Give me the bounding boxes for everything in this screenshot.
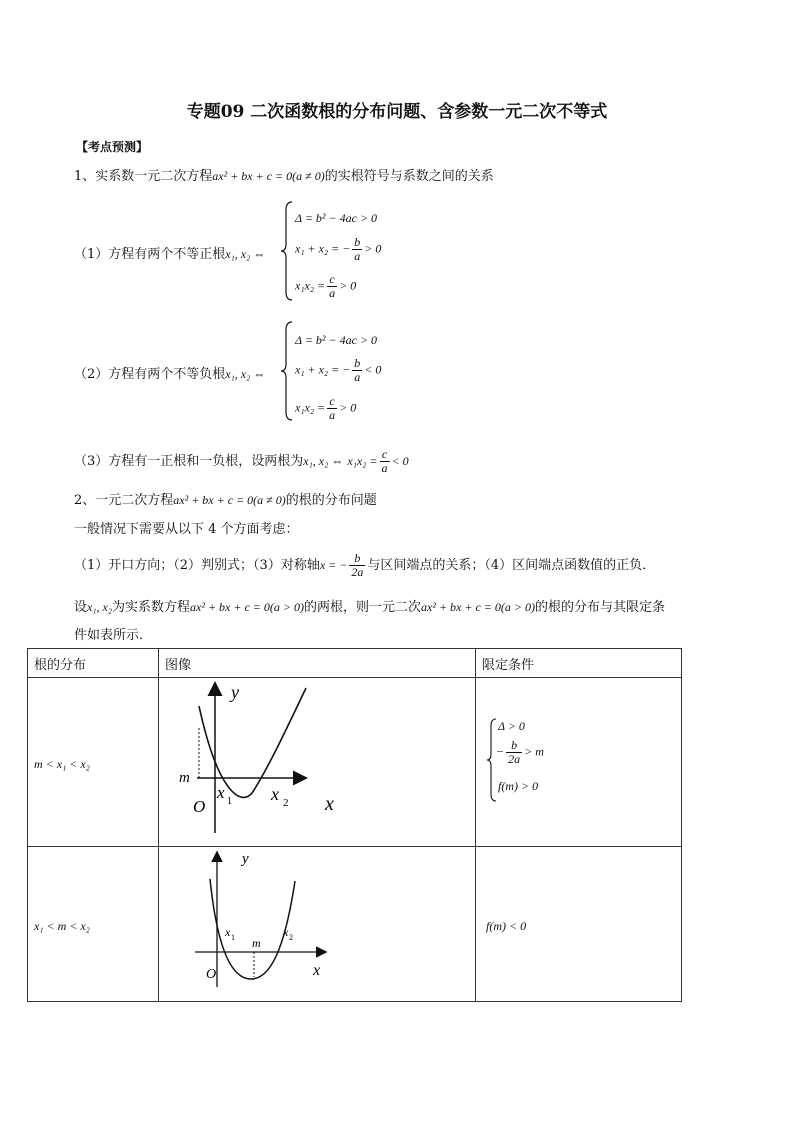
fraction xyxy=(327,273,337,300)
p4-text-b: 与区间端点的关系；（4）区间端点函数值的正负． xyxy=(367,558,656,573)
case-1-line-2-pre: x₁ + x₂ = − xyxy=(295,241,351,256)
case-1-line-3-post: > 0 xyxy=(339,278,357,293)
fraction xyxy=(380,448,390,475)
root-distribution-table xyxy=(27,648,682,1002)
p5-text-d: 的根的分布与其限定条 xyxy=(534,600,665,615)
case-1-text: （1）方程有两个不等正根 xyxy=(74,247,226,262)
fraction xyxy=(327,395,337,422)
fraction-num: c xyxy=(327,395,337,409)
case-2-line-2 xyxy=(295,357,381,384)
x2-label: x xyxy=(271,784,279,804)
row-1-graph xyxy=(159,678,476,847)
case-1-label xyxy=(74,243,265,262)
cond-pre: − xyxy=(496,744,505,759)
p2-suffix: 的根的分布问题 xyxy=(285,493,377,508)
case-2-line-2-pre: x₁ + x₂ = − xyxy=(295,362,351,377)
fraction-den: a xyxy=(329,408,336,422)
case-2-label xyxy=(74,363,265,382)
row-1-conditions xyxy=(476,678,682,847)
fraction-num: b xyxy=(349,552,365,566)
paragraph-3: 一般情况下需要从以下 4 个方面考虑： xyxy=(74,522,299,537)
table-row xyxy=(28,847,682,1002)
case-3-line xyxy=(74,448,409,475)
y-label: y xyxy=(231,682,239,702)
x-label: x xyxy=(313,962,321,979)
paragraph-4 xyxy=(74,552,655,579)
fraction xyxy=(506,739,522,766)
case-2-vars: x₁, x₂ ⇔ xyxy=(225,367,266,381)
row-2-graph xyxy=(159,847,476,1002)
x2-subscript: 2 xyxy=(289,933,293,942)
fraction-num: b xyxy=(354,235,361,249)
row-2-parabola-graph xyxy=(159,847,469,997)
case-1-line-1: Δ = b² − 4ac > 0 xyxy=(295,211,378,225)
condition-line-3: f(m) > 0 xyxy=(498,779,539,793)
origin-label: O xyxy=(206,967,217,982)
p5-equation-2: ax² + bx + c = 0(a > 0) xyxy=(421,600,535,614)
p5-vars: x₁, x₂ xyxy=(87,600,113,614)
paragraph-2 xyxy=(74,489,377,508)
page-title: 专题09 二次函数根的分布问题、含参数一元二次不等式 xyxy=(186,102,608,122)
fraction-den: 2a xyxy=(351,565,364,579)
case-1-line-2 xyxy=(295,236,381,263)
case-1-vars: x₁, x₂ ⇔ xyxy=(225,247,266,261)
p4-text-a: （1）开口方向；（2）判别式；（3）对称轴 xyxy=(74,558,320,573)
fraction-den: a xyxy=(381,461,388,475)
p4-equation: x = − xyxy=(319,558,348,572)
case-2-line-3-pre: x₁x₂ = xyxy=(295,400,326,415)
case-3-pre: x₁x₂ = xyxy=(347,454,378,468)
condition-line-2 xyxy=(496,739,544,766)
y-label: y xyxy=(242,851,249,867)
fraction xyxy=(352,357,362,384)
case-3-post: < 0 xyxy=(391,454,409,468)
fraction-num: b xyxy=(354,356,361,370)
fraction xyxy=(349,552,365,579)
paragraph-5 xyxy=(74,596,665,615)
cond-post: > m xyxy=(524,744,544,759)
p1-suffix: 的实根符号与系数之间的关系 xyxy=(324,169,494,184)
p5-text-c: 的两根，则一元二次 xyxy=(304,600,422,615)
fraction-num: c xyxy=(327,273,337,287)
row-1-dist-text: m < x₁ < x₂ xyxy=(34,756,90,771)
case-1-line-2-post: > 0 xyxy=(364,241,382,256)
m-label: m xyxy=(179,770,190,786)
p5-text-a: 设 xyxy=(74,600,88,615)
case-2-text: （2）方程有两个不等负根 xyxy=(74,367,226,382)
row-2-conditions xyxy=(476,847,682,1002)
p1-prefix: 1、实系数一元二次方程 xyxy=(74,169,213,184)
x1-label: x xyxy=(225,925,231,939)
fraction-den: 2a xyxy=(508,752,521,766)
x2-subscript: 2 xyxy=(283,797,289,809)
m-label: m xyxy=(252,936,261,950)
paragraph-1 xyxy=(74,165,494,184)
header-graph: 图像 xyxy=(159,649,476,678)
row-1-condition-system xyxy=(482,717,681,807)
fraction-den: a xyxy=(354,249,361,263)
table-header-row xyxy=(28,649,682,678)
case-1-brace xyxy=(280,200,294,302)
fraction-den: a xyxy=(354,370,361,384)
p1-equation: ax² + bx + c = 0(a ≠ 0) xyxy=(212,169,325,183)
row-2-distribution xyxy=(28,847,159,1002)
table-row xyxy=(28,678,682,847)
x1-label: x xyxy=(217,783,225,802)
case-2-line-3-post: > 0 xyxy=(339,400,357,415)
header-conditions: 限定条件 xyxy=(476,649,682,678)
condition-line-1: f(m) < 0 xyxy=(486,918,527,933)
condition-line-1: Δ > 0 xyxy=(498,719,525,733)
header-distribution: 根的分布 xyxy=(28,649,159,678)
fraction xyxy=(352,236,362,263)
x1-subscript: 1 xyxy=(231,933,235,942)
row-1-distribution xyxy=(28,678,159,847)
case-2-brace xyxy=(280,320,294,422)
p2-equation: ax² + bx + c = 0(a ≠ 0) xyxy=(173,493,286,507)
fraction-num: c xyxy=(380,448,390,462)
case-2-line-3 xyxy=(295,395,356,422)
case-2-line-2-post: < 0 xyxy=(364,362,382,377)
p5-equation: ax² + bx + c = 0(a > 0) xyxy=(190,600,304,614)
fraction-den: a xyxy=(329,286,336,300)
x-label: x xyxy=(325,793,334,815)
case-1-line-3 xyxy=(295,273,356,300)
paragraph-6: 件如表所示． xyxy=(74,628,153,643)
origin-label: O xyxy=(193,797,206,816)
x1-subscript: 1 xyxy=(227,796,232,807)
case-1-line-3-pre: x₁x₂ = xyxy=(295,278,326,293)
case-3-vars: x₁, x₂ ⇔ xyxy=(303,454,344,468)
case-2-line-1: Δ = b² − 4ac > 0 xyxy=(295,333,378,347)
p5-text-b: 为实系数方程 xyxy=(112,600,191,615)
section-header: 【考点预测】 xyxy=(76,140,149,154)
row-2-dist-text: x₁ < m < x₂ xyxy=(34,918,90,933)
fraction-num: b xyxy=(506,739,522,753)
row-1-parabola-graph xyxy=(159,678,469,842)
x2-label: x xyxy=(283,925,289,939)
p2-prefix: 2、一元二次方程 xyxy=(74,493,174,508)
case-3-text: （3）方程有一正根和一负根，设两根为 xyxy=(74,454,304,469)
